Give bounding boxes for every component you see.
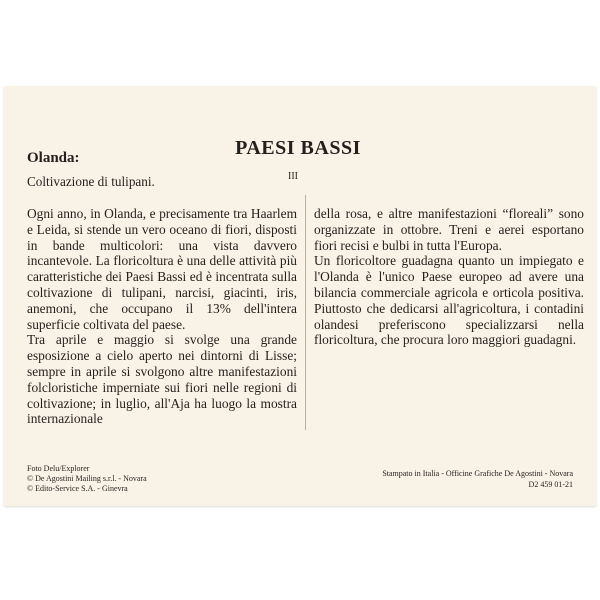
column-divider (305, 195, 306, 430)
country-heading: Olanda: (27, 150, 80, 166)
photo-credit: Foto Delu/Explorer (27, 464, 90, 473)
paragraph: Un floricoltore guadagna quanto un impiegato e l'Olanda è l'unico Paese europeo ad avere una bilancia commerciale agricola e orticola positiva. Piuttosto che dedicarsi all'agricoltura, i contadini olandesi preferiscono specializzarsi nella floricoltura, che procura loro maggiori guadagni. (314, 253, 584, 348)
paragraph: della rosa, e altre manifestazioni “floreali” sono organizzate in ottobre. Treni e aerei esportano fiori recisi e bulbi in tutta l'Europa. (314, 206, 584, 253)
subject-line: Coltivazione di tulipani. (27, 174, 155, 189)
copyright-line: © De Agostini Mailing s.r.l. - Novara (27, 473, 147, 483)
page-title: PAESI BASSI (235, 137, 361, 159)
print-info (382, 469, 573, 490)
card-number: III (288, 171, 298, 182)
text-column-left (27, 206, 297, 427)
credits (27, 464, 147, 493)
paragraph: Tra aprile e maggio si svolge una grande esposizione a cielo aperto nei dintorni di Lisse; sempre in aprile si svolgono altre manifestazioni folcloristiche imperniate sui fiori nelle regioni di coltivazione; in luglio, all'Aja ha luogo la mostra internazionale (27, 332, 297, 427)
paragraph: Ogni anno, in Olanda, e precisamente tra Haarlem e Leida, si stende un vero oceano di fiori, disposti in bande multicolori: una vista davvero incantevole. La floricoltura è una delle attività più caratteristiche dei Paesi Bassi ed è incentrata sulla coltivazione di tulipani, narcisi, giacinti, iris, anemoni, che occupano il 13% dell'intera superficie coltivata del paese. (27, 206, 297, 332)
printer-line: Stampato in Italia - Officine Grafiche De Agostini - Novara (382, 469, 573, 478)
copyright-line: © Edito-Service S.A. - Ginevra (27, 483, 128, 493)
text-column-right (314, 206, 584, 348)
product-code: D2 459 01-21 (528, 479, 573, 489)
